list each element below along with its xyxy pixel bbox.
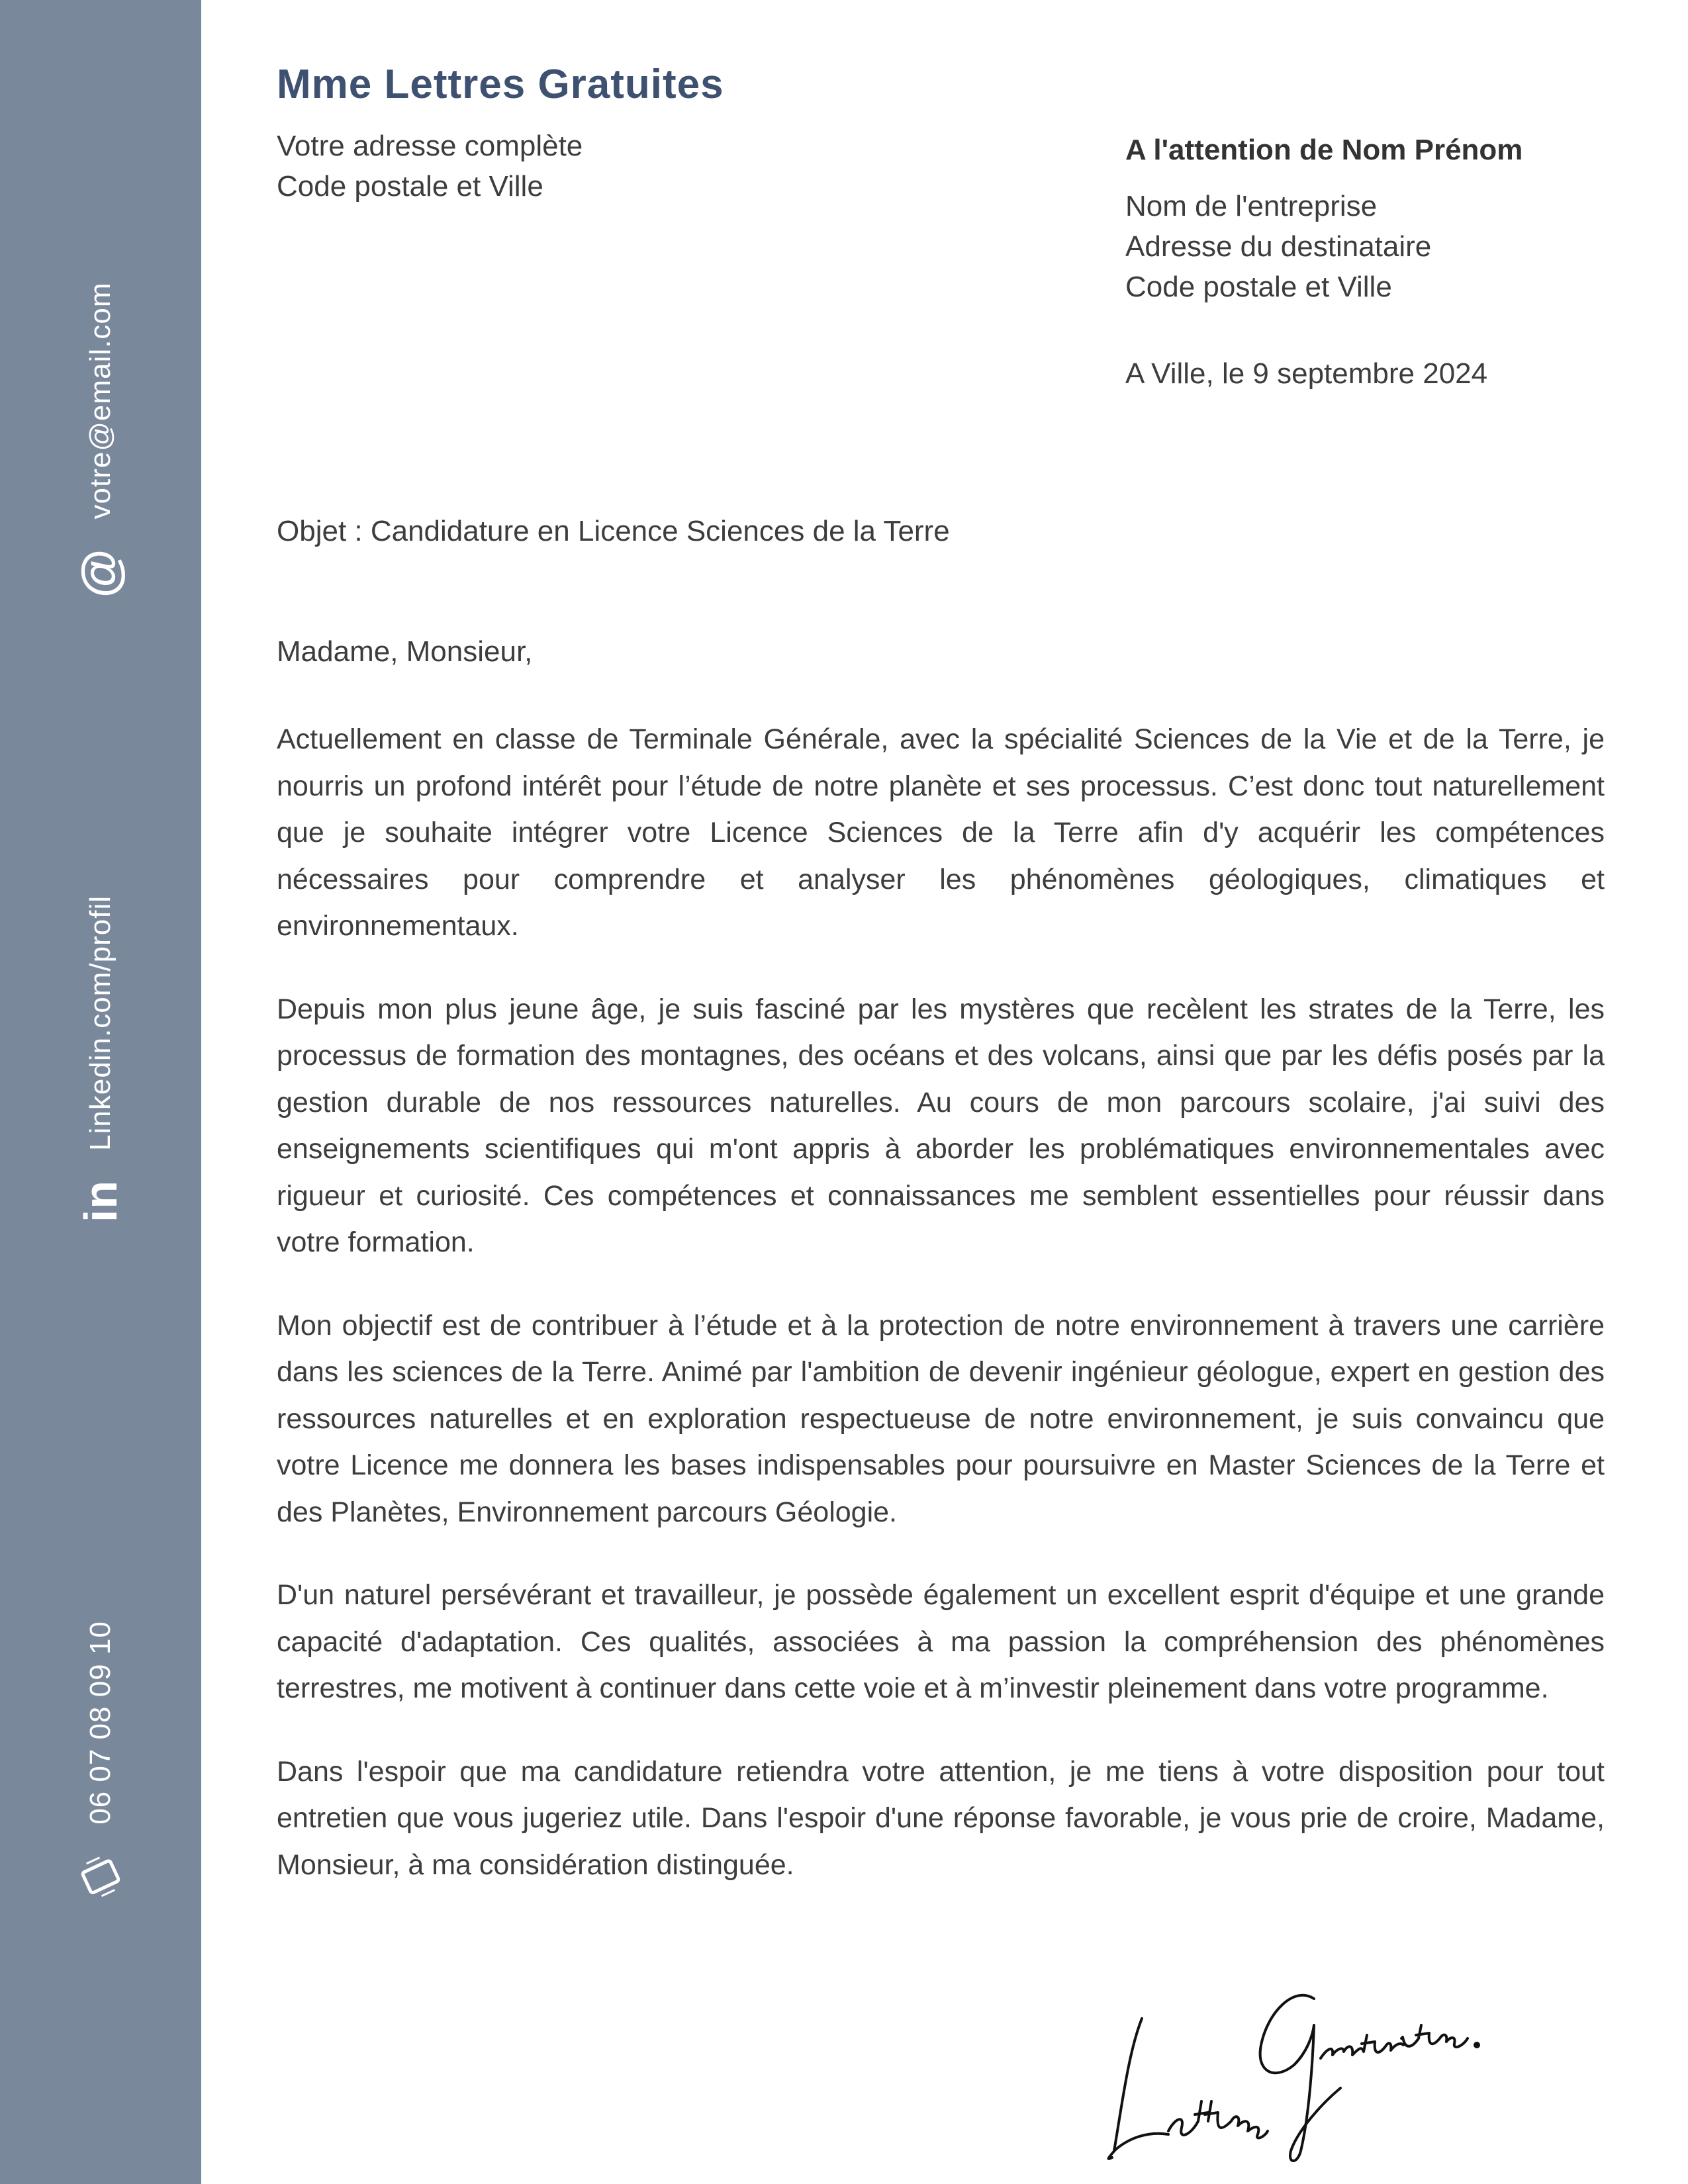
letter-salutation: Madame, Monsieur, bbox=[277, 635, 533, 668]
phone-icon bbox=[77, 1854, 124, 1900]
recipient-company: Nom de l'entreprise bbox=[1125, 190, 1378, 222]
recipient-attention: A l'attention de Nom Prénom bbox=[1125, 134, 1523, 166]
letter-subject: Objet : Candidature en Licence Sciences de la Terre bbox=[277, 515, 950, 547]
recipient-city: Code postale et Ville bbox=[1125, 271, 1392, 303]
linkedin-icon: in bbox=[75, 1179, 126, 1223]
letter-date: A Ville, le 9 septembre 2024 bbox=[1125, 357, 1488, 390]
body-paragraph: Mon objectif est de contribuer à l’étude et à la protection de notre environnement à travers une carrière dans les sciences de la Terre. Animé par l'ambition de devenir ingénieur géologue, expert en gestion des ressources naturelles et en exploration respectueuse de notre environnement, je suis convaincu que votre Licence me donnera les bases indispensables pour poursuivre en Master Sciences de la Terre et des Planètes, Environnement parcours Géologie. bbox=[277, 1309, 1605, 1528]
handwritten-signature bbox=[1102, 1972, 1486, 2171]
body-paragraph: Dans l'espoir que ma candidature retiendra votre attention, je me tiens à votre disposition pour tout entretien que vous jugeriez utile. Dans l'espoir d'une réponse favorable, je vous prie de croire, Madame, Monsieur, à ma considération distinguée. bbox=[277, 1755, 1605, 1881]
letter-body bbox=[277, 716, 1605, 1925]
linkedin-text[interactable]: Linkedin.com/profil bbox=[84, 895, 117, 1151]
sender-name: Mme Lettres Gratuites bbox=[277, 62, 724, 107]
at-icon: @ bbox=[72, 548, 128, 598]
sender-address-line2: Code postale et Ville bbox=[277, 170, 543, 203]
phone-text[interactable]: 06 07 08 09 10 bbox=[84, 1621, 117, 1825]
body-paragraph: D'un naturel persévérant et travailleur, je possède également un excellent esprit d'équipe et une grande capacité d'adaptation. Ces qualités, associées à ma passion la compréhension des phénomènes terrestres, me motivent à continuer dans cette voie et à m’investir pleinement dans votre programme. bbox=[277, 1579, 1605, 1704]
sender-address bbox=[277, 126, 583, 206]
body-paragraph: Depuis mon plus jeune âge, je suis fasciné par les mystères que recèlent les strates de la Terre, les processus de formation des montagnes, des océans et des volcans, ainsi que par les défis posés par la gestion durable de nos ressources naturelles. Au cours de mon parcours scolaire, j'ai suivi des enseignements scientifiques qui m'ont appris à aborder les problématiques environnementales avec rigueur et curiosité. Ces compétences et connaissances me semblent essentielles pour réussir dans votre formation. bbox=[277, 993, 1605, 1258]
sender-address-line1: Votre adresse complète bbox=[277, 130, 583, 162]
recipient-block bbox=[1125, 130, 1523, 307]
body-paragraph: Actuellement en classe de Terminale Générale, avec la spécialité Sciences de la Vie et de la Terre, je nourris un profond intérêt pour l’étude de notre planète et ses processus. C’est donc tout naturellement que je souhaite intégrer votre Licence Sciences de la Terre afin d'y acquérir les compétences nécessaires pour comprendre et analyser les phénomènes géologiques, climatiques et environnementaux. bbox=[277, 723, 1605, 942]
email-text[interactable]: votre@email.com bbox=[84, 282, 117, 520]
recipient-address: Adresse du destinataire bbox=[1125, 230, 1432, 263]
